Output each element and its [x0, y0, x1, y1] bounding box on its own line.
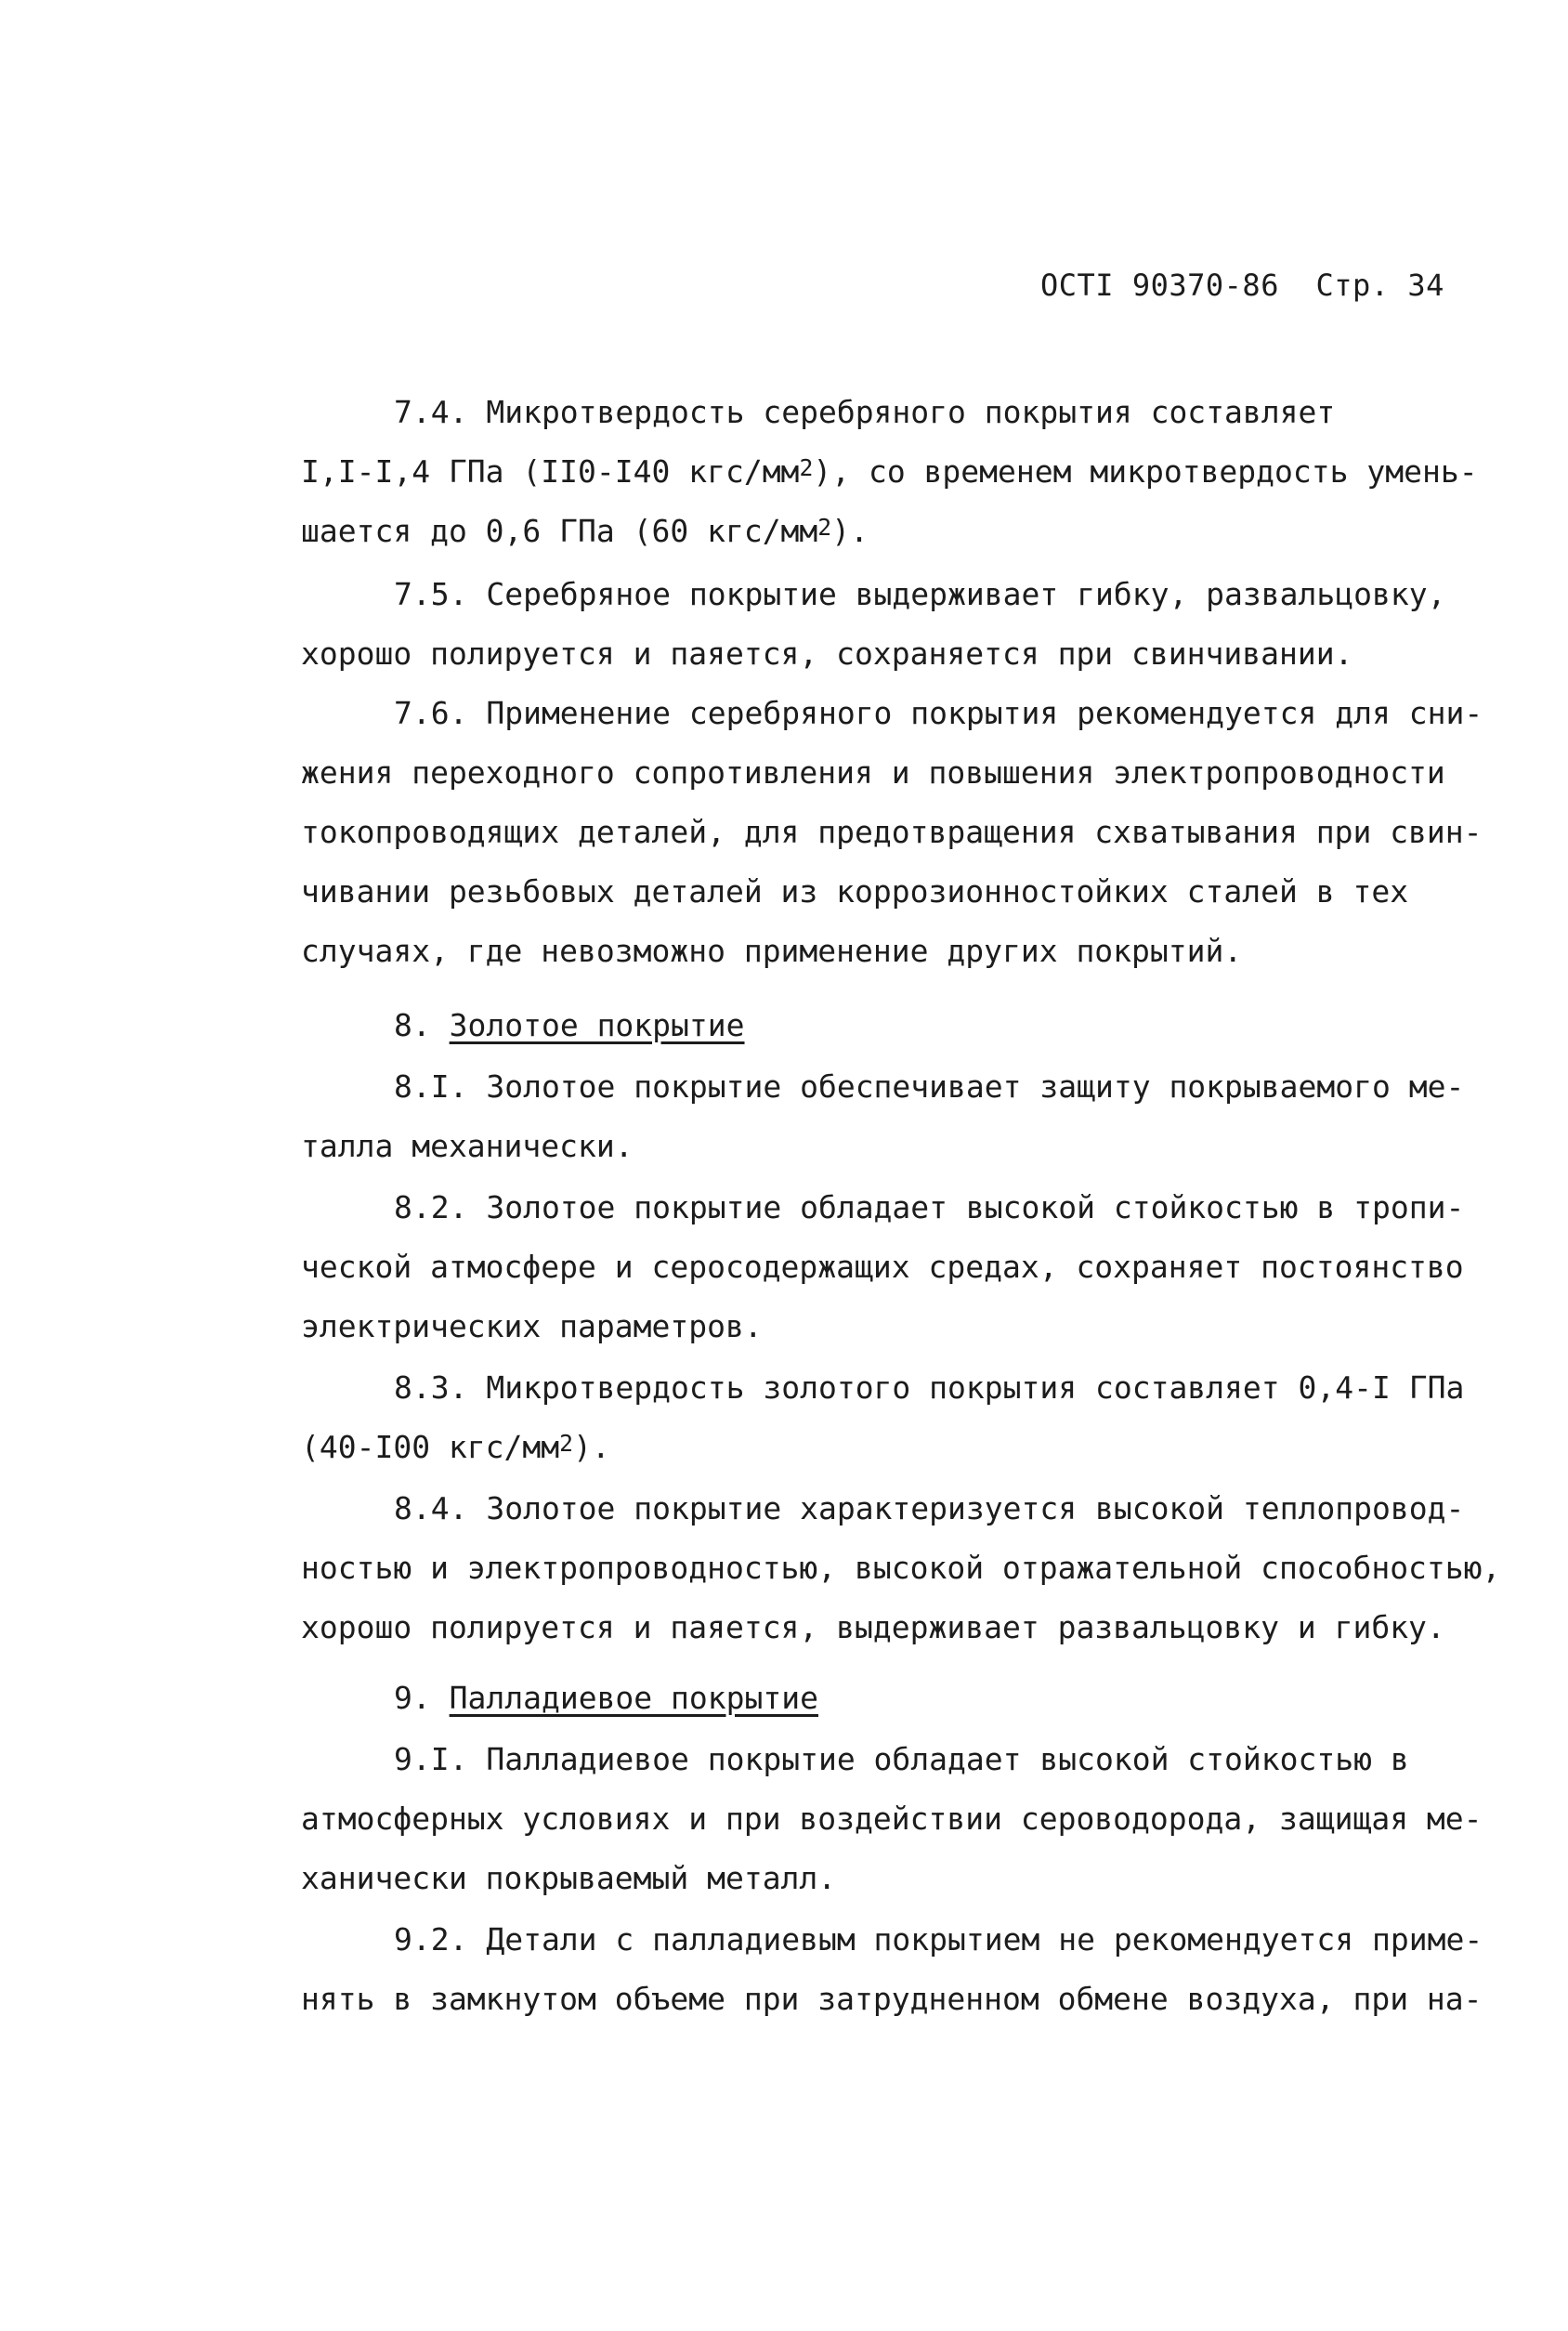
superscript: 2	[817, 514, 832, 542]
paragraph-7-4-line-3	[301, 513, 869, 550]
paragraph-8-2-line-3: электрических параметров.	[301, 1308, 763, 1344]
paragraph-8-4-line-3: хорошо полируется и паяется, выдерживает развальцовку и гибку.	[301, 1609, 1445, 1645]
section-number: 9.	[394, 1680, 431, 1716]
page-number: Стр. 34	[1315, 268, 1444, 303]
section-title: Золотое покрытие	[449, 1007, 745, 1043]
paragraph-7-6-line-4: чивании резьбовых деталей из коррозионностойких сталей в тех	[301, 873, 1409, 910]
paragraph-8-4-line-1: 8.4. Золотое покрытие характеризуется высокой теплопровод-	[394, 1490, 1465, 1526]
paragraph-7-5-line-2: хорошо полируется и паяется, сохраняется при свинчивании.	[301, 635, 1353, 672]
section-8-heading	[394, 1007, 745, 1044]
paragraph-9-1-line-1: 9.I. Палладиевое покрытие обладает высокой стойкостью в	[394, 1741, 1409, 1777]
paragraph-8-2-line-2: ческой атмосфере и серосодержащих средах, сохраняет постоянство	[301, 1249, 1464, 1285]
paragraph-9-1-line-3: ханически покрываемый металл.	[301, 1860, 837, 1896]
paragraph-8-1-line-2: талла механически.	[301, 1128, 634, 1164]
text-fragment: I,I-I,4 ГПа (II0-I40 кгс/мм	[301, 453, 800, 490]
paragraph-8-3-line-1: 8.3. Микротвердость золотого покрытия составляет 0,4-I ГПа	[394, 1369, 1465, 1406]
superscript: 2	[799, 454, 814, 482]
paragraph-7-6-line-3: токопроводящих деталей, для предотвращения схватывания при свин-	[301, 814, 1483, 850]
paragraph-7-5-line-1: 7.5. Серебряное покрытие выдерживает гибку, развальцовку,	[394, 576, 1446, 612]
section-9-heading	[394, 1680, 818, 1717]
text-fragment: ), со временем микротвердость умень-	[813, 453, 1478, 490]
section-number: 8.	[394, 1007, 431, 1043]
paragraph-9-1-line-2: атмосферных условиях и при воздействии сероводорода, защищая ме-	[301, 1801, 1483, 1837]
paragraph-8-1-line-1: 8.I. Золотое покрытие обеспечивает защиту покрываемого ме-	[394, 1068, 1465, 1105]
text-fragment: ).	[573, 1429, 610, 1465]
paragraph-7-6-line-5: случаях, где невозможно применение других покрытий.	[301, 933, 1243, 969]
superscript: 2	[559, 1430, 574, 1458]
text-fragment: ).	[831, 513, 869, 549]
paragraph-9-2-line-2: нять в замкнутом объеме при затрудненном обмене воздуха, при на-	[301, 1981, 1483, 2017]
paragraph-7-4-line-2	[301, 453, 1478, 491]
document-code: ОСТI 90370-86	[1040, 268, 1279, 303]
text-fragment: шается до 0,6 ГПа (60 кгс/мм	[301, 513, 818, 549]
paragraph-8-2-line-1: 8.2. Золотое покрытие обладает высокой стойкостью в тропи-	[394, 1189, 1465, 1225]
paragraph-7-4-line-1: 7.4. Микротвердость серебряного покрытия составляет	[394, 394, 1336, 430]
paragraph-7-6-line-2: жения переходного сопротивления и повышения электропроводности	[301, 754, 1445, 791]
text-fragment: (40-I00 кгс/мм	[301, 1429, 560, 1465]
paragraph-7-6-line-1: 7.6. Применение серебряного покрытия рекомендуется для сни-	[394, 695, 1483, 731]
paragraph-8-4-line-2: ностью и электропроводностью, высокой отражательной способностью,	[301, 1550, 1501, 1586]
paragraph-9-2-line-1: 9.2. Детали с палладиевым покрытием не рекомендуется приме-	[394, 1921, 1483, 1958]
section-title: Палладиевое покрытие	[449, 1680, 818, 1716]
page-header	[1040, 268, 1444, 303]
paragraph-8-3-line-2	[301, 1429, 610, 1466]
